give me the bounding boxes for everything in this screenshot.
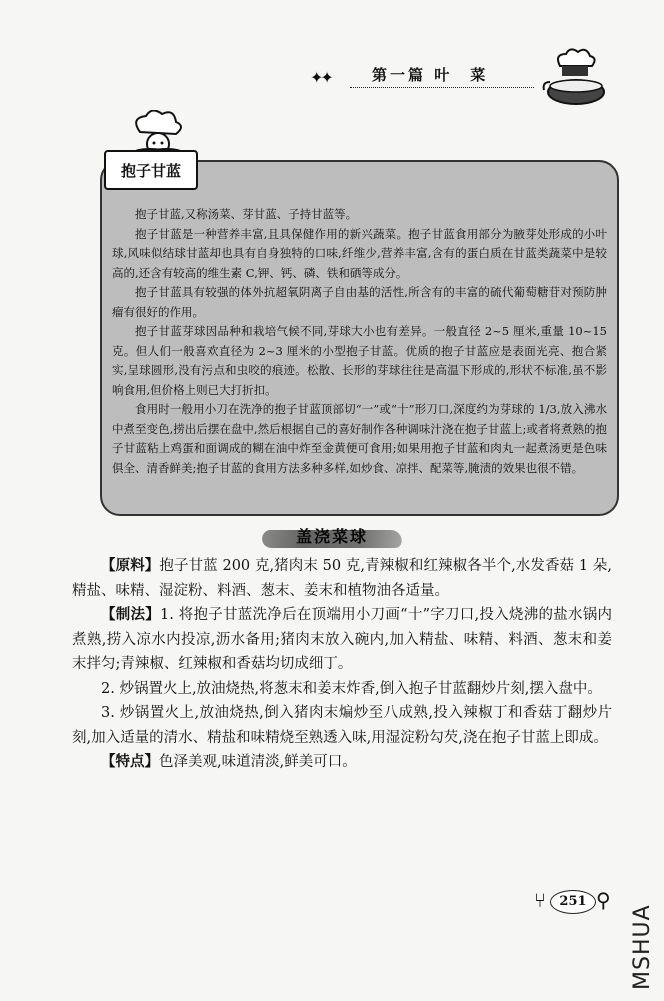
features-label: 【特点】 xyxy=(101,754,159,770)
info-paragraph: 抱子甘蓝具有较强的体外抗超氧阴离子自由基的活性,所含有的丰富的硫代葡萄糖苷对预防肿瘤有很好的作用。 xyxy=(112,285,607,319)
header-rule xyxy=(350,87,534,88)
recipe-title: 盖浇菜球 xyxy=(295,527,368,546)
spoon-icon: ⚲ xyxy=(596,888,611,912)
page-number-block xyxy=(534,886,610,916)
info-paragraph: 抱子甘蓝是一种营养丰富,且具保健作用的新兴蔬菜。抱子甘蓝食用部分为腋芽处形成的小叶球,风味似结球甘蓝却也具有自身独特的口味,纤维少,营养丰富,含有的蛋白质在甘蓝类蔬菜中是较高的,还含有较高的维生素 C,钾、钙、磷、铁和硒等成分。 xyxy=(112,226,607,280)
features-text: 色泽美观,味道清淡,鲜美可口。 xyxy=(159,754,357,770)
sparkle-icon: ✦✦ xyxy=(310,68,331,87)
info-text xyxy=(112,205,607,478)
ingredients-paragraph xyxy=(72,554,612,603)
chef-hat-pot-icon xyxy=(540,48,610,106)
fork-icon: ⑂ xyxy=(534,888,546,912)
step-paragraph: 3. 炒锅置火上,放油烧热,倒入猪肉末煸炒至八成熟,投入辣椒丁和香菇丁翻炒片刻,加入适量的清水、精盐和味精烧至熟透入味,用湿淀粉勾芡,浇在抱子甘蓝上即成。 xyxy=(72,705,612,746)
recipe-title-banner xyxy=(262,524,402,552)
step-text: 1. 将抱子甘蓝洗净后在顶端用小刀画“十”字刀口,投入烧沸的盐水锅内煮熟,捞入凉水内投凉,沥水备用;猪肉末放入碗内,加入精盐、味精、料酒、葱末和姜末拌匀;青辣椒、红辣椒和香菇均切成细丁。 xyxy=(72,607,612,672)
info-badge: 抱子甘蓝 xyxy=(104,150,198,190)
chapter-header xyxy=(310,60,570,90)
info-paragraph: 抱子甘蓝芽球因品种和栽培气候不同,芽球大小也有差异。一般直径 2~5 厘米,重量 10~15 克。但人们一般喜欢直径为 2~3 厘米的小型抱子甘蓝。优质的抱子甘蓝应是表面光亮、抱合紧实,呈球圆形,没有污点和虫咬的痕迹。松散、长形的芽球往往是高温下形成的,形状不标准,虽不影响食用,但价格上则已大打折扣。 xyxy=(112,324,607,397)
method-label: 【制法】 xyxy=(101,607,161,623)
features-paragraph xyxy=(72,750,612,775)
step-paragraph: 2. 炒锅置火上,放油烧热,将葱末和姜末炸香,倒入抱子甘蓝翻炒片刻,摆入盘中。 xyxy=(101,680,602,697)
recipe-body xyxy=(72,554,612,775)
ingredients-text: 抱子甘蓝 200 克,猪肉末 50 克,青辣椒和红辣椒各半个,水发香菇 1 朵,精盐、味精、湿淀粉、料酒、葱末、姜末和植物油各适量。 xyxy=(72,558,612,599)
chapter-title: 第一篇 叶 菜 xyxy=(372,66,489,84)
method-paragraph xyxy=(72,603,612,677)
info-paragraph: 抱子甘蓝,又称汤菜、芽甘蓝、子持甘蓝等。 xyxy=(135,207,358,221)
watermark: MSHUA xyxy=(630,904,655,990)
page-number: 251 xyxy=(550,890,596,914)
ingredients-label: 【原料】 xyxy=(101,558,160,574)
info-paragraph: 食用时一般用小刀在洗净的抱子甘蓝顶部切“一”或“十”形刀口,深度约为芽球的 1/3,放入沸水中煮至变色,捞出后摆在盘中,然后根据自己的喜好制作各种调味汁浇在抱子甘蓝上;或者将煮熟的抱子甘蓝粘上鸡蛋和面调成的糊在油中炸至金黄便可食用;如果用抱子甘蓝和肉丸一起煮汤更是色味俱全、清香鲜美;抱子甘蓝的食用方法多种多样,如炒食、凉拌、配菜等,腌渍的效果也很不错。 xyxy=(112,402,607,475)
